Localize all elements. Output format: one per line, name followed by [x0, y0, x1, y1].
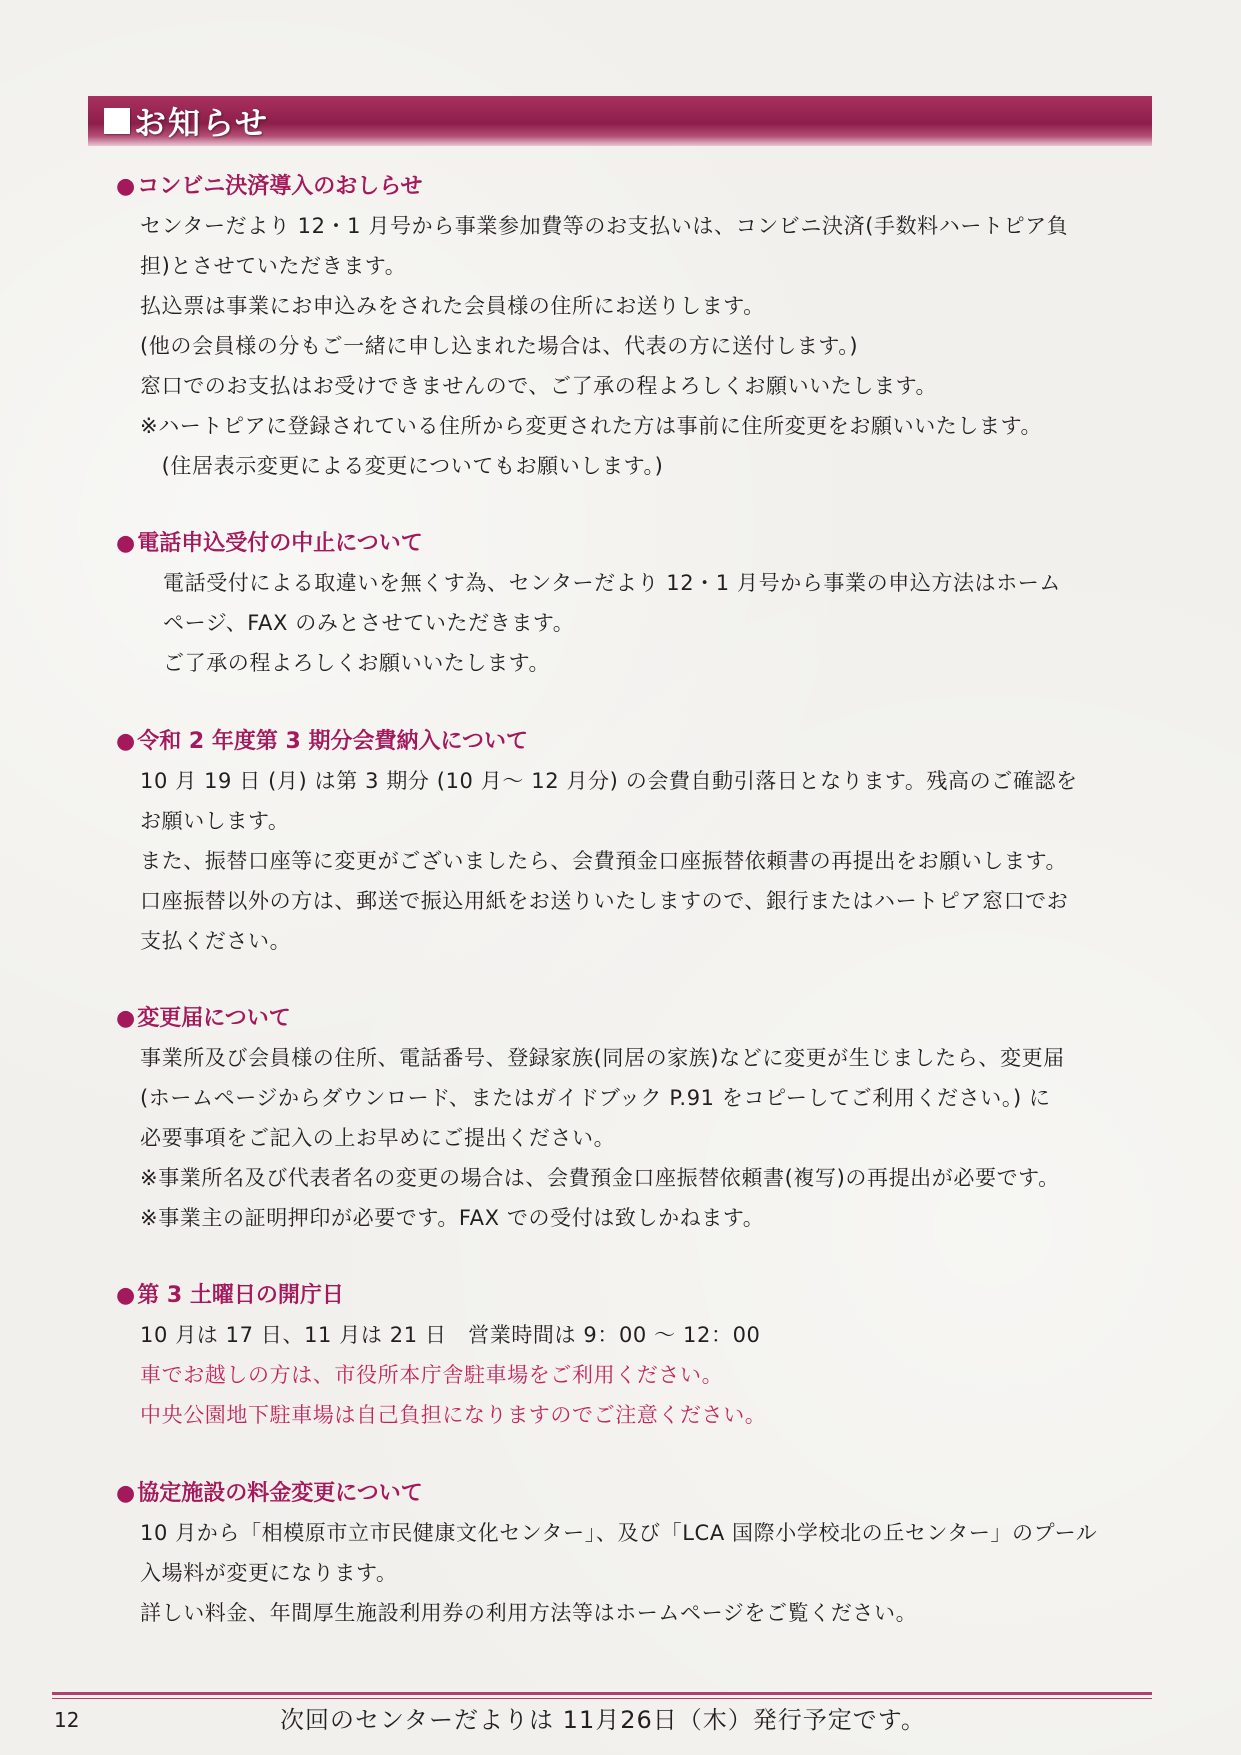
notice-body-change-notification: [140, 1038, 1140, 1238]
notice-line: ※ハートピアに登録されている住所から変更された方は事前に住所変更をお願いいたします。: [140, 414, 1043, 438]
bullet-dot-icon: ●: [116, 1481, 136, 1506]
notice-line: (他の会員様の分もご一緒に申し込まれた場合は、代表の方に送付します。): [140, 334, 859, 358]
notice-line: 10 月は 17 日、11 月は 21 日 営業時間は 9：00 ～ 12：00: [140, 1323, 761, 1347]
notice-body-membership-fee: [140, 761, 1140, 961]
next-issue-notice: 次回のセンターだよりは 11月26日（木）発行予定です。: [280, 1706, 926, 1734]
notice-line: 口座振替以外の方は、郵送で振込用紙をお送りいたしますので、銀行またはハートピア窓口でお: [140, 889, 1069, 913]
notice-title-facility-fees: ●協定施設の料金変更について: [116, 1481, 423, 1506]
page-number: 12: [54, 1708, 80, 1732]
bullet-dot-icon: ●: [116, 531, 136, 556]
section-header-bar: [88, 96, 1152, 146]
notice-title-saturday-opening: ●第 3 土曜日の開庁日: [116, 1283, 344, 1308]
notice-line: センターだより 12・1 月号から事業参加費等のお支払いは、コンビニ決済(手数料ハートピア負: [140, 214, 1069, 238]
notice-line: 担)とさせていただきます。: [140, 254, 407, 278]
notice-line: (住居表示変更による変更についてもお願いします。): [140, 454, 664, 478]
notice-line: ページ、FAX のみとさせていただきます。: [163, 611, 575, 635]
notice-line: 支払ください。: [140, 929, 292, 953]
notice-line: 電話受付による取違いを無くす為、センターだより 12・1 月号から事業の申込方法はホーム: [163, 571, 1061, 595]
notice-body-convenience-payment: [140, 206, 1140, 486]
notice-line: ※事業所名及び代表者名の変更の場合は、会費預金口座振替依頼書(複写)の再提出が必要です。: [140, 1166, 1060, 1190]
notice-title-phone-application: ●電話申込受付の中止について: [116, 531, 423, 556]
bullet-dot-icon: ●: [116, 1006, 136, 1031]
page-title: お知らせ: [134, 104, 270, 142]
notice-line: 窓口でのお支払はお受けできませんので、ご了承の程よろしくお願いいたします。: [140, 374, 938, 398]
notice-line: 必要事項をご記入の上お早めにご提出ください。: [140, 1126, 616, 1150]
notice-title-membership-fee: ●令和 2 年度第 3 期分会費納入について: [116, 729, 529, 754]
notice-line-highlight: 車でお越しの方は、市役所本庁舎駐車場をご利用ください。: [140, 1363, 724, 1387]
notice-line: 払込票は事業にお申込みをされた会員様の住所にお送りします。: [140, 294, 765, 318]
notice-title-change-notification: ●変更届について: [116, 1006, 291, 1031]
notice-body-facility-fees: [140, 1513, 1140, 1633]
notice-line: 入場料が変更になります。: [140, 1561, 398, 1585]
notice-line: (ホームページからダウンロード、またはガイドブック P.91 をコピーしてご利用ください。) に: [140, 1086, 1051, 1110]
notice-line: お願いします。: [140, 809, 290, 833]
footer-divider: [52, 1692, 1152, 1695]
bullet-dot-icon: ●: [116, 729, 136, 754]
notice-line: ※事業主の証明押印が必要です。FAX での受付は致しかねます。: [140, 1206, 765, 1230]
notice-line: 詳しい料金、年間厚生施設利用券の利用方法等はホームページをご覧ください。: [140, 1601, 918, 1625]
bullet-dot-icon: ●: [116, 174, 136, 199]
notice-line: 10 月から「相模原市立市民健康文化センター」、及び「LCA 国際小学校北の丘センター」のプール: [140, 1521, 1098, 1545]
notice-line-highlight: 中央公園地下駐車場は自己負担になりますのでご注意ください。: [140, 1403, 767, 1427]
footer-divider-thin: [52, 1698, 1152, 1699]
notice-line: 10 月 19 日 (月) は第 3 期分 (10 月～ 12 月分) の会費自動引落日となります。残高のご確認を: [140, 769, 1078, 793]
bullet-dot-icon: ●: [116, 1283, 136, 1308]
notice-body-saturday-opening: [140, 1315, 1140, 1435]
notice-line: また、振替口座等に変更がございましたら、会費預金口座振替依頼書の再提出をお願いします。: [140, 849, 1068, 873]
notice-title-convenience-payment: ●コンビニ決済導入のおしらせ: [116, 174, 423, 199]
notice-body-phone-application: [163, 563, 1163, 683]
notice-line: ご了承の程よろしくお願いいたします。: [163, 651, 551, 675]
square-bullet-icon: [104, 108, 130, 134]
notice-line: 事業所及び会員様の住所、電話番号、登録家族(同居の家族)などに変更が生じましたら、変更届: [140, 1046, 1065, 1070]
